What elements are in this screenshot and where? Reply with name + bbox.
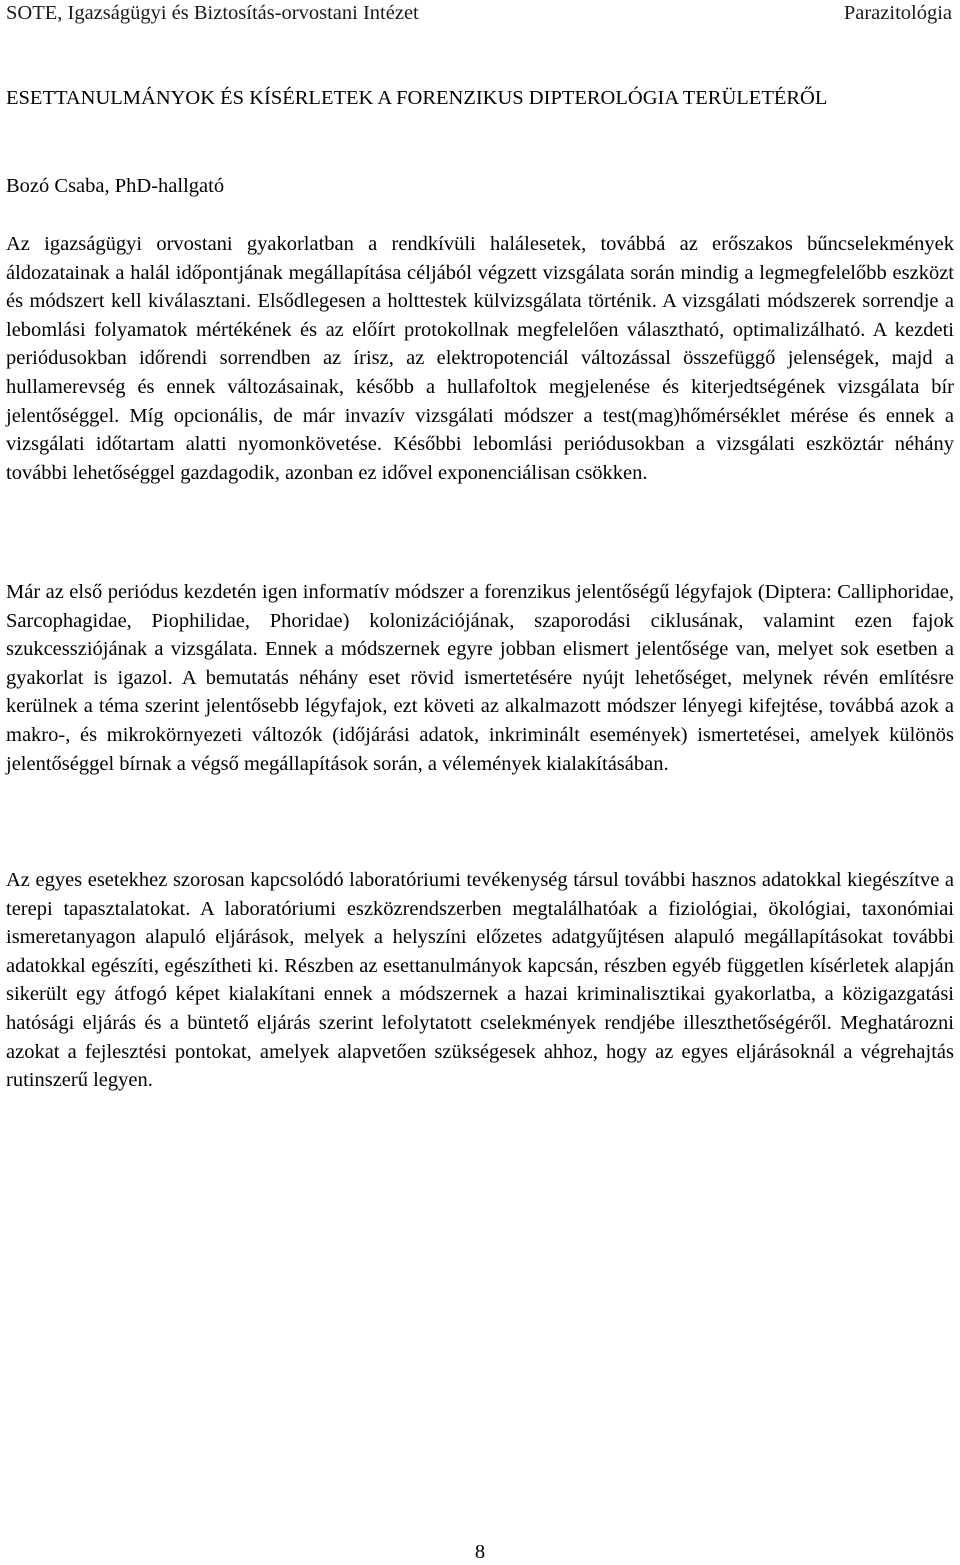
author-line: Bozó Csaba, PhD-hallgató <box>6 175 225 197</box>
document-title: ESETTANULMÁNYOK ÉS KÍSÉRLETEK A FORENZIKUS DIPTEROLÓGIA TERÜLETÉRŐL <box>6 87 828 109</box>
paragraph-3: Az egyes esetekhez szorosan kapcsolódó laboratóriumi tevékenység társul további hasznos adatokkal kiegészítve a terepi tapasztalatokat. A laboratóriumi eszközrendszerben megtalálhatóak a fiziológiai, ökológiai, taxonómiai ismeretanyagon alapuló eljárások, melyek a helyszíni előzetes adatgyűjtésen alapuló megállapításokat további adatokkal egészíti, egészítheti ki. Részben az esettanulmányok kapcsán, részben egyéb független kísérletek alapján sikerült egy átfogó képet kialakítani ennek a módszernek a hazai kriminalisztikai gyakorlatba, a közigazgatási hatósági eljárás és a büntető eljárás szerint lefolytatott cselekmények rendjébe illeszthetőségéről. Meghatározni azokat a fejlesztési pontokat, amelyek alapvetően szükségesek ahhoz, hogy az egyes eljárásoknál a végrehajtás rutinszerű legyen. <box>6 869 954 1092</box>
paragraph-1: Az igazságügyi orvostani gyakorlatban a rendkívüli halálesetek, továbbá az erőszakos bűncselekmények áldozatainak a halál időpontjának megállapítása céljából végzett vizsgálata során mindig a legmegfelelőbb eszközt és módszert kell kiválasztani. Elsődlegesen a holttestek külvizsgálata történik. A vizsgálati módszerek sorrendje a lebomlási folyamatok mértékének és az előírt protokollnak megfelelően választható, optimalizálható. A kezdeti periódusokban időrendi sorrendben az írisz, az elektropotenciál változással összefüggő jelenségek, majd a hullamerevség és ennek változásainak, később a hullafoltok megjelenése és kiterjedtségének vizsgálata bír jelentőséggel. Míg opcionális, de már invazív vizsgálati módszer a test(mag)hőmérséklet mérése és ennek a vizsgálati időtartam alatti nyomonkövetése. Későbbi lebomlási periódusokban a vizsgálati eszköztár néhány további lehetőséggel gazdagodik, azonban ez idővel exponenciálisan csökken. <box>6 233 954 484</box>
page-header <box>6 0 952 34</box>
header-institution: SOTE, Igazságügyi és Biztosítás-orvostani Intézet <box>6 2 419 24</box>
page-number: 8 <box>474 1541 486 1563</box>
paragraph-2: Már az első periódus kezdetén igen informatív módszer a forenzikus jelentőségű légyfajok (Diptera: Calliphoridae, Sarcophagidae, Piophilidae, Phoridae) kolonizációjának, szaporodási ciklusának, valamint ezen fajok szukcessziójának a vizsgálata. Ennek a módszernek egyre jobban elismert jelentősége van, melyet sok esetben a gyakorlat is igazol. A bemutatás néhány eset rövid ismertetésére nyújt lehetőséget, melynek révén említésre kerülnek a téma szerint jelentősebb légyfajok, ezt követi az alkalmazott módszer lényegi kifejtése, továbbá azok a makro-, és mikrokörnyezeti változók (időjárási adatok, inkriminált események) ismertetései, amelyek különös jelentőséggel bírnak a végső megállapítások során, a vélemények kialakításában. <box>6 581 954 775</box>
header-subject: Parazitológia <box>843 2 952 24</box>
